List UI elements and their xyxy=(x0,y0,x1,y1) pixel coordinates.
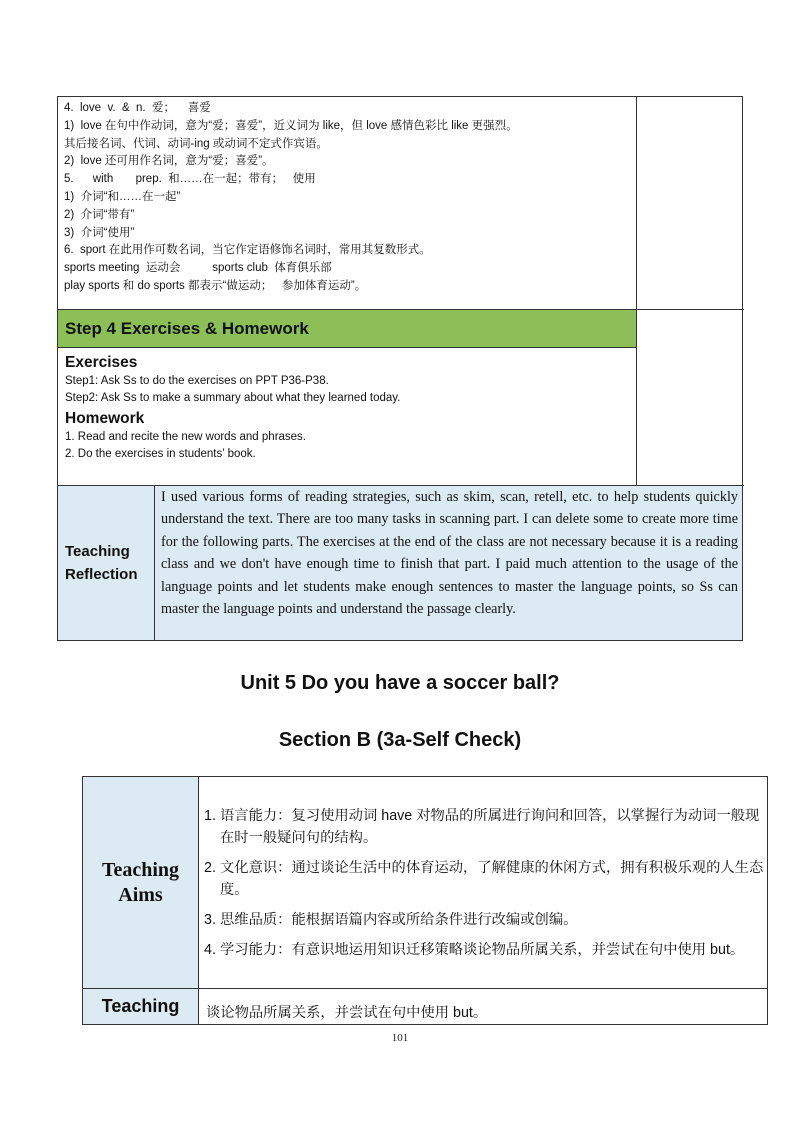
exercise-step: Step2: Ask Ss to make a summary about what they learned today. xyxy=(65,392,401,404)
exercises-cell xyxy=(58,348,636,485)
note-line: play sports 和 do sports 都表示“做运动； 参加体育运动”。 xyxy=(64,279,367,292)
exercise-step: Step1: Ask Ss to do the exercises on PPT P36-P38. xyxy=(65,375,329,387)
homework-item: 1. Read and recite the new words and phrases. xyxy=(65,431,307,443)
section-title: Section B (3a-Self Check) xyxy=(278,729,522,751)
teaching-aims-label xyxy=(83,777,198,988)
lesson-plan-table-bottom xyxy=(82,776,768,1025)
aim-number: 4. xyxy=(204,942,216,958)
teaching-reflection-row xyxy=(58,486,742,640)
note-line: 2) 介词“带有” xyxy=(64,208,135,221)
label-line: Teaching xyxy=(65,543,130,560)
note-line: 4. love v. & n. 爱； 喜爱 xyxy=(64,102,211,114)
column-divider xyxy=(636,97,637,485)
aim-number: 3. xyxy=(204,912,216,928)
teaching-aims-list xyxy=(204,805,764,969)
teaching-key-label: Teaching xyxy=(101,996,180,1016)
aim-text: 文化意识：通过谈论生活中的体育运动，了解健康的休闲方式，拥有积极乐观的人生态度。 xyxy=(220,860,764,898)
page-number: 101 xyxy=(391,1032,409,1044)
column-divider xyxy=(198,777,199,1024)
aim-item xyxy=(204,909,764,931)
note-line: 3) 介词“使用” xyxy=(64,226,135,239)
note-line: 2) love 还可用作名词，意为“爱；喜爱”。 xyxy=(64,155,274,168)
column-divider xyxy=(154,486,155,640)
lesson-plan-table-top xyxy=(57,96,743,641)
aim-text: 语言能力：复习使用动词 have 对物品的所属进行询问和回答，以掌握行为动词一般现在时一般疑问句的结构。 xyxy=(220,808,760,846)
note-line: 其后接名词、代词、动词-ing 或动词不定式作宾语。 xyxy=(64,137,328,150)
note-line: sports meeting 运动会 sports club 体育俱乐部 xyxy=(64,262,332,275)
homework-heading: Homework xyxy=(65,410,145,427)
note-line: 6. sport 在此用作可数名词，当它作定语修饰名词时，常用其复数形式。 xyxy=(64,244,431,257)
aim-text: 思维品质：能根据语篇内容或所给条件进行改编或创编。 xyxy=(220,912,578,928)
teaching-reflection-label xyxy=(58,486,154,640)
aim-text: 学习能力：有意识地运用知识迁移策略谈论物品所属关系，并尝试在句中使用 but。 xyxy=(220,942,745,958)
aim-item xyxy=(204,857,764,901)
step4-header: Step 4 Exercises & Homework xyxy=(58,310,636,348)
teaching-key-text: 谈论物品所属关系，并尝试在句中使用 but。 xyxy=(206,1005,488,1021)
aim-item xyxy=(204,805,764,849)
homework-item: 2. Do the exercises in students’ book. xyxy=(65,448,256,460)
aim-number: 1. xyxy=(204,808,216,824)
label-line: Aims xyxy=(118,883,163,906)
unit-title: Unit 5 Do you have a soccer ball? xyxy=(240,672,560,694)
label-line: Reflection xyxy=(65,566,138,583)
note-line: 1) 介词“和……在一起” xyxy=(64,190,181,203)
language-notes-cell xyxy=(58,97,636,309)
aim-number: 2. xyxy=(204,860,216,876)
teaching-reflection-text: I used various forms of reading strategies, such as skim, scan, retell, etc. to help students quickly understand the text. There are too many tasks in scanning part. I can delete some to create more time for the following parts. The exercises at the end of the class are not necessary because it is a reading class and we don't have enough time to finish that part. I paid much attention to the usage of the language points and let students make enough sentences to master the language points, so Ss can master the language points and understand the passage clearly. xyxy=(161,489,738,618)
note-line: 1) love 在句中作动词，意为“爱；喜爱”，近义词为 like，但 love 感情色彩比 like 更强烈。 xyxy=(64,119,518,132)
note-line: 5. with prep. 和……在一起；带有； 使用 xyxy=(64,173,316,186)
aim-item xyxy=(204,939,764,961)
exercises-heading: Exercises xyxy=(65,354,138,371)
label-line: Teaching xyxy=(101,858,180,881)
